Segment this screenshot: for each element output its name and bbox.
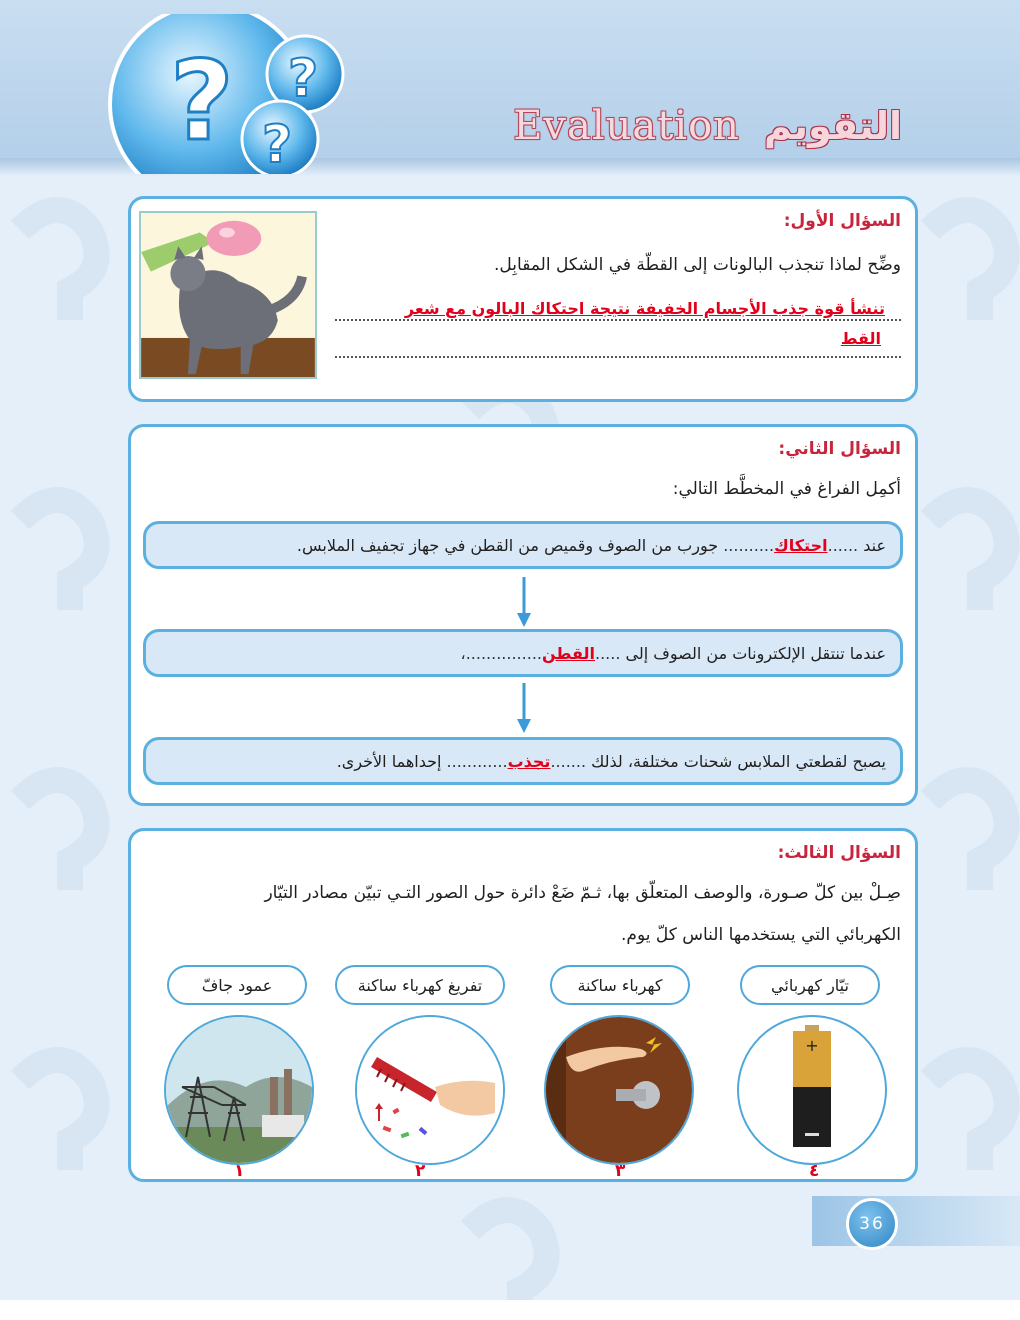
question-1-text: وضِّح لماذا تنجذب البالونات إلى القطّة في الشكل المقابِل. (494, 255, 901, 275)
box-2-answer: القطن (541, 643, 595, 663)
box-1-dots-a: ...... (827, 535, 859, 555)
question-bubbles-icon (100, 14, 360, 174)
question-3-title: السؤال الثالث: (777, 843, 901, 863)
down-arrow-icon (516, 683, 532, 735)
box-3-dots-a: ....... (550, 751, 587, 771)
question-3-text-line-1: صِـلْ بين كلّ صـورة، والوصف المتعلّق بها، ثـمّ ضَعْ دائرة حول الصور التـي تبيّن مصادر التيّار (264, 883, 901, 903)
answer-line-1 (335, 319, 901, 321)
question-2-title: السؤال الثاني: (778, 439, 901, 459)
page-title (513, 96, 902, 156)
number-2: ٢ (415, 1161, 426, 1181)
label-dry-cell[interactable]: عمود جافّ (167, 965, 307, 1005)
page-number: 36 (846, 1198, 898, 1250)
box-3-dots-b: ............ (446, 751, 508, 771)
question-3-card (128, 828, 918, 1182)
box-3-answer: تجذب (507, 751, 551, 771)
number-4: ٤ (809, 1161, 820, 1181)
svg-text:+: + (805, 1036, 819, 1055)
battery-picture[interactable] (737, 1015, 887, 1165)
page-number-tab (812, 1196, 1020, 1246)
comb-paper-pieces-picture[interactable] (355, 1015, 505, 1165)
answer-line-2 (335, 356, 901, 358)
title-arabic: التقويم (763, 104, 902, 148)
question-1-answer-line-2: القط (840, 329, 881, 348)
title-english: Evaluation (513, 103, 740, 149)
box-2-dots-a: ..... (594, 643, 621, 663)
flow-box-2 (143, 629, 903, 677)
svg-text:?: ? (262, 115, 293, 174)
battery-icon (739, 1017, 885, 1163)
label-electric-current[interactable]: تيّار كهربائي (740, 965, 880, 1005)
label-static-discharge[interactable]: تفريغ كهرباء ساكنة (335, 965, 505, 1005)
box-3-before: يصبح لقطعتي الملابس شحنات مختلفة، لذلك (591, 751, 886, 771)
doorknob-spark-icon (546, 1017, 692, 1163)
flow-box-1 (143, 521, 903, 569)
question-1-card (128, 196, 918, 402)
number-3: ٣ (615, 1161, 626, 1181)
power-station-towers-picture[interactable] (164, 1015, 314, 1165)
question-2-text: أكمِل الفراغ في المخطَّط التالي: (672, 479, 901, 499)
flow-box-3 (143, 737, 903, 785)
box-1-before: عند (863, 535, 886, 555)
box-1-answer: احتكاك (774, 535, 828, 555)
number-1: ١ (234, 1161, 245, 1181)
svg-text:?: ? (170, 37, 234, 165)
question-3-text-line-2: الكهربائي التي يستخدمها الناس كلّ يوم. (621, 925, 901, 945)
question-2-card (128, 424, 918, 806)
down-arrow-icon (516, 577, 532, 629)
box-2-dots-b: ...............، (460, 643, 542, 663)
box-1-after: جورب من الصوف وقميص من القطن في جهاز تجفيف الملابس. (296, 535, 719, 555)
box-2-before: عندما تنتقل الإلكترونات من الصوف إلى (625, 643, 886, 663)
cat-with-balloon-picture (139, 211, 317, 379)
power-tower-icon (166, 1017, 312, 1163)
box-1-dots-b: .......... (723, 535, 775, 555)
question-1-answer-line-1: تنشأ قوة جذب الأجسام الخفيفة نتيجة احتكاك البالون مع شعر (404, 299, 885, 318)
label-static-electricity[interactable]: كهرباء ساكنة (550, 965, 690, 1005)
box-3-after: إحداهما الأخرى. (336, 751, 442, 771)
question-1-title: السؤال الأول: (783, 211, 901, 231)
comb-icon (357, 1017, 503, 1163)
svg-text:?: ? (288, 49, 319, 109)
hand-doorknob-spark-picture[interactable] (544, 1015, 694, 1165)
